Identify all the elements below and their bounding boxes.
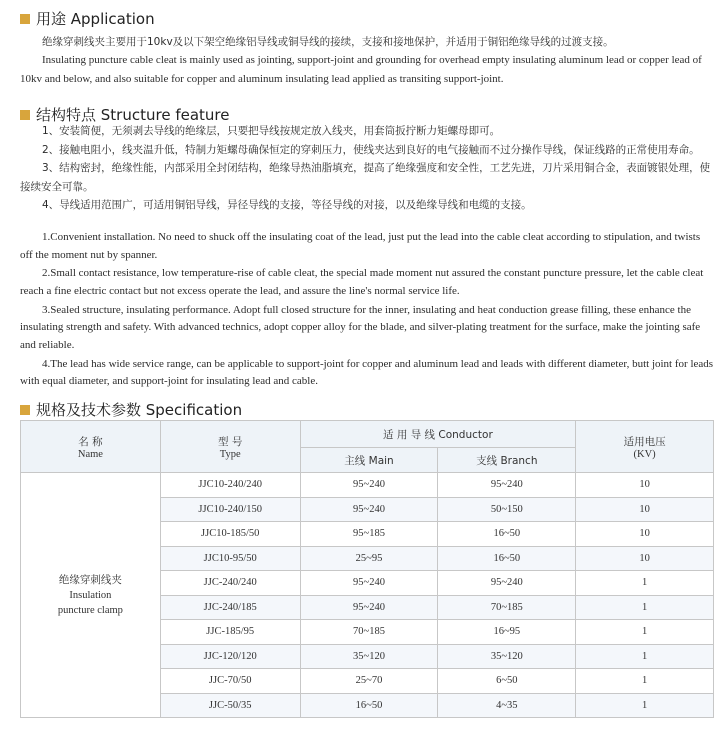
header-voltage-cn: 适用电压	[623, 435, 666, 448]
header-name-en: Name	[77, 448, 103, 460]
branch-cell: 4~35	[438, 693, 576, 718]
type-cell: JJC10-240/150	[160, 497, 300, 522]
type-cell: JJC-50/35	[160, 693, 300, 718]
branch-cell: 16~95	[438, 620, 576, 645]
type-cell: JJC10-95/50	[160, 546, 300, 571]
feature-item: 4、导线适用范围广，可适用铜铝导线，异径导线的支接，等径导线的对接，以及绝缘导线和电缆的支接。	[42, 199, 532, 211]
header-main: 主线 Main	[300, 448, 438, 473]
structure-features-cn	[20, 122, 714, 215]
voltage-cell: 10	[576, 546, 714, 571]
header-voltage	[576, 421, 714, 473]
table-row	[21, 473, 714, 498]
square-bullet-icon	[20, 110, 30, 120]
header-name	[21, 421, 161, 473]
header-voltage-en: (KV)	[633, 448, 656, 460]
type-cell: JJC-240/185	[160, 595, 300, 620]
section-heading-application	[20, 8, 155, 29]
feature-item: 1.Convenient installation. No need to shuck off the insulating coat of the lead, just put the lead into the cable cleat according to stipulation, and twists off the moment nut by spanner.	[20, 231, 701, 261]
specification-table	[20, 420, 714, 718]
type-cell: JJC-185/95	[160, 620, 300, 645]
heading-text: 结构特点 Structure feature	[36, 106, 230, 124]
feature-item: 2、接触电阻小，线夹温升低，特制力矩螺母确保恒定的穿刺压力，使线夹达到良好的电气接触而不过分操作导线，保证线路的正常使用寿命。	[42, 143, 700, 156]
header-type-cn: 型 号	[218, 435, 243, 448]
feature-item: 4.The lead has wide service range, can be applicable to support-joint for copper and aluminum lead and leads with different diameter, butt joint for leads with equal diameter, and support-joint for insulating lead and cable.	[20, 357, 714, 388]
main-cell: 95~240	[300, 595, 438, 620]
square-bullet-icon	[20, 405, 30, 415]
main-cell: 95~240	[300, 473, 438, 498]
voltage-cell: 10	[576, 497, 714, 522]
type-cell: JJC10-240/240	[160, 473, 300, 498]
main-cell: 16~50	[300, 693, 438, 718]
header-branch: 支线 Branch	[438, 448, 576, 473]
voltage-cell: 1	[576, 571, 714, 596]
product-name-cell	[21, 473, 161, 718]
header-conductor: 适 用 导 线 Conductor	[300, 421, 576, 448]
voltage-cell: 1	[576, 595, 714, 620]
heading-text: 用途 Application	[36, 10, 155, 28]
branch-cell: 95~240	[438, 571, 576, 596]
heading-text: 规格及技术参数 Specification	[36, 401, 243, 419]
type-cell: JJC-70/50	[160, 669, 300, 694]
voltage-cell: 10	[576, 473, 714, 498]
application-text-cn: 绝缘穿刺线夹主要用于10kv及以下架空绝缘铝导线或铜导线的接续，支接和接地保护，并适用于铜铝绝缘导线的过渡支接。	[42, 36, 614, 48]
main-cell: 95~185	[300, 522, 438, 547]
product-name-en: puncture clamp	[57, 604, 123, 616]
feature-item: 3.Sealed structure, insulating performance. Adopt full closed structure for the inner, insulating and heat conduction grease filling, these enhance the insulating strength and safety. With advanced technics, adopt copper alloy for the blade, and silver-plating treatment for the surface, make the jointing safe and reliable.	[20, 303, 701, 351]
voltage-cell: 1	[576, 693, 714, 718]
type-cell: JJC-120/120	[160, 644, 300, 669]
feature-item: 1、安装简便，无须剥去导线的绝缘层，只要把导线按规定放入线夹，用套筒扳拧断力矩螺母即可。	[42, 125, 501, 137]
main-cell: 70~185	[300, 620, 438, 645]
voltage-cell: 1	[576, 669, 714, 694]
main-cell: 35~120	[300, 644, 438, 669]
type-cell: JJC-240/240	[160, 571, 300, 596]
application-text-en: Insulating puncture cable cleat is mainly used as jointing, support-joint and grounding for overhead empty insulating aluminum lead or copper lead of 10kv and below, and also suitable for copper and aluminum insulating lead applied as transiting support-joint.	[20, 54, 702, 85]
branch-cell: 6~50	[438, 669, 576, 694]
product-name-en: Insulation	[69, 589, 112, 601]
branch-cell: 16~50	[438, 522, 576, 547]
main-cell: 25~70	[300, 669, 438, 694]
voltage-cell: 10	[576, 522, 714, 547]
branch-cell: 35~120	[438, 644, 576, 669]
product-name-cn: 绝缘穿刺线夹	[58, 573, 122, 586]
header-type-en: Type	[219, 448, 241, 460]
header-name-cn: 名 称	[78, 435, 103, 448]
main-cell: 95~240	[300, 571, 438, 596]
branch-cell: 50~150	[438, 497, 576, 522]
branch-cell: 70~185	[438, 595, 576, 620]
header-type	[160, 421, 300, 473]
feature-item: 2.Small contact resistance, low temperature-rise of cable cleat, the special made moment nut assured the constant puncture pressure, let the cable cleat reach a fine electric contact but not excess operate the lead, and assure the line's normal service life.	[20, 267, 704, 297]
main-cell: 25~95	[300, 546, 438, 571]
voltage-cell: 1	[576, 644, 714, 669]
section-heading-specification	[20, 399, 242, 420]
feature-item: 3、结构密封，绝缘性能，内部采用全封闭结构，绝缘导热油脂填充，提高了绝缘强度和安全性，工艺先进，刀片采用铜合金，表面镀银处理，使接续安全可靠。	[20, 162, 711, 193]
type-cell: JJC10-185/50	[160, 522, 300, 547]
main-cell: 95~240	[300, 497, 438, 522]
square-bullet-icon	[20, 14, 30, 24]
branch-cell: 16~50	[438, 546, 576, 571]
voltage-cell: 1	[576, 620, 714, 645]
branch-cell: 95~240	[438, 473, 576, 498]
structure-features-en	[20, 229, 714, 392]
